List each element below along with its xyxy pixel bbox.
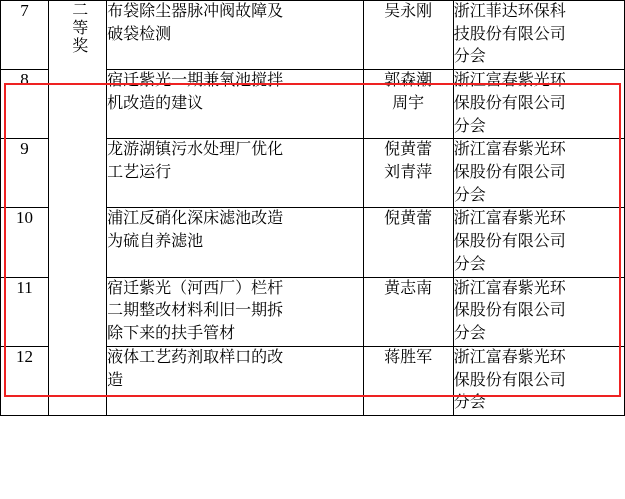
row-number: 10 xyxy=(16,208,34,228)
person-line: 郭森潮 xyxy=(384,72,433,90)
table-row xyxy=(1,1,625,70)
person-line: 蒋胜军 xyxy=(384,348,433,366)
title-line: 除下来的扶手管材 xyxy=(107,325,236,343)
project-title-cell xyxy=(107,277,363,346)
person-cell xyxy=(363,277,453,346)
organization-cell xyxy=(453,277,624,346)
org-line: 保股份有限公司 xyxy=(453,233,566,251)
row-number-cell xyxy=(1,208,49,277)
organization-cell xyxy=(453,1,624,70)
title-line: 液体工艺药剂取样口的改 xyxy=(107,348,284,366)
person-cell xyxy=(363,1,453,70)
person-cell xyxy=(363,208,453,277)
title-line: 破袋检测 xyxy=(107,25,172,43)
person-line: 周宇 xyxy=(392,94,425,112)
project-title-cell xyxy=(107,70,363,139)
row-number-cell xyxy=(1,70,49,139)
org-line: 分会 xyxy=(453,48,486,66)
org-line: 浙江富春紫光环 xyxy=(453,279,566,297)
award-table-body xyxy=(1,1,625,416)
row-number: 8 xyxy=(20,70,29,90)
org-line: 浙江富春紫光环 xyxy=(453,348,566,366)
title-line: 二期整改材料利旧一期拆 xyxy=(107,302,284,320)
title-line: 宿迁紫光一期兼氧池搅拌 xyxy=(107,72,284,90)
person-line: 倪黄蕾 xyxy=(384,141,433,159)
org-line: 分会 xyxy=(453,255,486,273)
person-line: 黄志南 xyxy=(384,279,433,297)
org-line: 浙江菲达环保科 xyxy=(453,3,566,20)
org-line: 分会 xyxy=(453,186,486,204)
title-line: 为硫自养滤池 xyxy=(107,233,204,251)
project-title-cell xyxy=(107,208,363,277)
row-number-cell xyxy=(1,277,49,346)
org-line: 保股份有限公司 xyxy=(453,302,566,320)
row-number-cell xyxy=(1,1,49,70)
person-cell xyxy=(363,346,453,415)
person-line: 倪黄蕾 xyxy=(384,210,433,228)
org-line: 保股份有限公司 xyxy=(453,94,566,112)
title-line: 龙游湖镇污水处理厂优化 xyxy=(107,141,284,159)
org-line: 浙江富春紫光环 xyxy=(453,210,566,228)
org-line: 浙江富春紫光环 xyxy=(453,72,566,90)
org-line: 浙江富春紫光环 xyxy=(453,141,566,159)
title-line: 造 xyxy=(107,371,124,389)
person-line: 刘青萍 xyxy=(384,164,433,182)
row-number: 7 xyxy=(20,1,29,20)
row-number-cell xyxy=(1,139,49,208)
row-number: 11 xyxy=(16,277,33,297)
title-line: 浦江反硝化深床滤池改造 xyxy=(107,210,284,228)
org-line: 保股份有限公司 xyxy=(453,371,566,389)
title-line: 机改造的建议 xyxy=(107,94,204,112)
title-line: 布袋除尘器脉冲阀故障及 xyxy=(107,3,284,20)
person-cell xyxy=(363,70,453,139)
organization-cell xyxy=(453,139,624,208)
title-line: 宿迁紫光（河西厂）栏杆 xyxy=(107,279,284,297)
org-line: 技股份有限公司 xyxy=(453,25,566,43)
org-line: 分会 xyxy=(453,394,486,412)
org-line: 分会 xyxy=(453,117,486,135)
row-number: 9 xyxy=(20,139,29,159)
organization-cell xyxy=(453,346,624,415)
project-title-cell xyxy=(107,139,363,208)
person-line: 吴永刚 xyxy=(384,3,433,20)
person-cell xyxy=(363,139,453,208)
title-line: 工艺运行 xyxy=(107,164,172,182)
row-number-cell xyxy=(1,346,49,415)
project-title-cell xyxy=(107,346,363,415)
prize-group-cell xyxy=(49,1,107,416)
org-line: 保股份有限公司 xyxy=(453,164,566,182)
row-number: 12 xyxy=(16,346,34,366)
organization-cell xyxy=(453,70,624,139)
project-title-cell xyxy=(107,1,363,70)
org-line: 分会 xyxy=(453,325,486,343)
prize-label: 二等奖 xyxy=(69,1,87,55)
organization-cell xyxy=(453,208,624,277)
